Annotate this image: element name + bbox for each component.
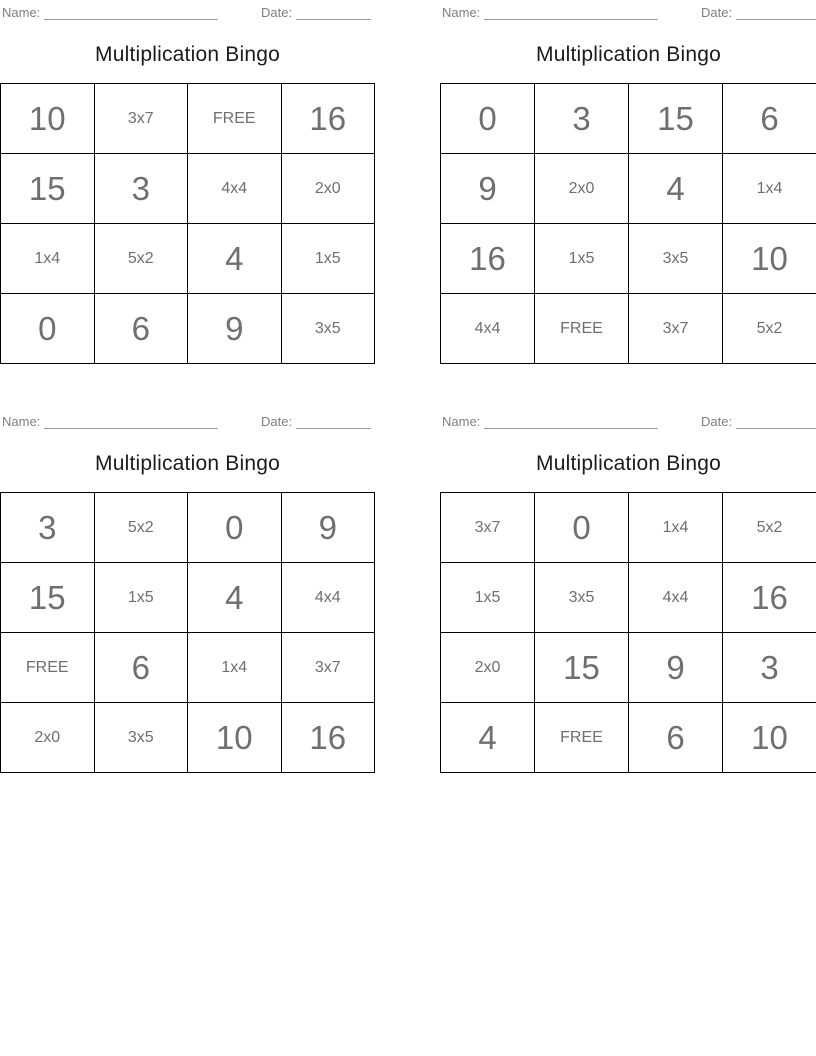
date-label: Date:: [261, 5, 293, 20]
name-blank-line: [44, 19, 218, 20]
name-label: Name:: [442, 414, 481, 429]
name-label: Name:: [2, 414, 41, 429]
date-blank-line: [736, 428, 816, 429]
bingo-card-top-right: [440, 0, 816, 366]
bingo-cell: 3x7: [281, 633, 375, 703]
bingo-cell: 15: [629, 84, 723, 154]
bingo-cell: 4x4: [629, 563, 723, 633]
bingo-row: [1, 633, 375, 703]
bingo-cell: 5x2: [723, 493, 816, 563]
bingo-cell: 3x5: [94, 703, 188, 773]
date-label: Date:: [701, 5, 733, 20]
bingo-cell: 0: [1, 294, 95, 364]
bingo-cell: 3: [723, 633, 816, 703]
bingo-cell: 0: [535, 493, 629, 563]
bingo-cell: FREE: [535, 703, 629, 773]
bingo-cell: 9: [441, 154, 535, 224]
bingo-card-bottom-left: [0, 409, 375, 775]
bingo-cell: 4: [188, 563, 282, 633]
bingo-grid: [0, 83, 375, 364]
card-title: Multiplication Bingo: [536, 43, 721, 66]
bingo-cell: FREE: [1, 633, 95, 703]
bingo-grid: [440, 492, 816, 773]
bingo-cell: 0: [441, 84, 535, 154]
bingo-cell: 16: [441, 224, 535, 294]
bingo-cell: 6: [723, 84, 816, 154]
bingo-cell: 3: [1, 493, 95, 563]
bingo-cell: 4: [441, 703, 535, 773]
bingo-cell: 1x5: [535, 224, 629, 294]
card-title: Multiplication Bingo: [95, 452, 280, 475]
bingo-cell: 3x7: [94, 84, 188, 154]
name-label: Name:: [2, 5, 41, 20]
bingo-cell: 2x0: [441, 633, 535, 703]
bingo-row: [441, 563, 816, 633]
bingo-cell: FREE: [188, 84, 282, 154]
bingo-cell: 3x5: [629, 224, 723, 294]
bingo-row: [441, 294, 816, 364]
bingo-cell: 9: [629, 633, 723, 703]
bingo-cell: FREE: [535, 294, 629, 364]
bingo-grid: [440, 83, 816, 364]
bingo-row: [441, 84, 816, 154]
bingo-cell: 3x7: [441, 493, 535, 563]
bingo-cell: 1x4: [1, 224, 95, 294]
date-label: Date:: [701, 414, 733, 429]
bingo-cell: 3x5: [535, 563, 629, 633]
bingo-row: [1, 154, 375, 224]
bingo-row: [441, 224, 816, 294]
date-blank-line: [736, 19, 816, 20]
bingo-cell: 15: [1, 154, 95, 224]
bingo-row: [1, 493, 375, 563]
bingo-row: [1, 703, 375, 773]
date-blank-line: [296, 428, 371, 429]
card-header: [440, 4, 816, 22]
card-header: [440, 413, 816, 431]
bingo-cell: 9: [188, 294, 282, 364]
bingo-cell: 2x0: [1, 703, 95, 773]
bingo-cell: 3: [94, 154, 188, 224]
bingo-cell: 1x4: [188, 633, 282, 703]
bingo-cell: 1x5: [94, 563, 188, 633]
bingo-row: [441, 633, 816, 703]
bingo-row: [441, 154, 816, 224]
card-header: [0, 413, 375, 431]
bingo-row: [441, 493, 816, 563]
bingo-cell: 16: [281, 84, 375, 154]
bingo-cell: 3: [535, 84, 629, 154]
bingo-cell: 6: [629, 703, 723, 773]
bingo-cell: 4x4: [188, 154, 282, 224]
bingo-cell: 5x2: [723, 294, 816, 364]
bingo-card-top-left: [0, 0, 375, 366]
bingo-grid: [0, 492, 375, 773]
bingo-cell: 3x5: [281, 294, 375, 364]
bingo-cell: 15: [1, 563, 95, 633]
bingo-cell: 4: [629, 154, 723, 224]
bingo-row: [1, 224, 375, 294]
bingo-cell: 1x5: [441, 563, 535, 633]
card-title: Multiplication Bingo: [95, 43, 280, 66]
name-label: Name:: [442, 5, 481, 20]
bingo-cell: 5x2: [94, 224, 188, 294]
bingo-cell: 1x4: [723, 154, 816, 224]
bingo-cell: 15: [535, 633, 629, 703]
date-label: Date:: [261, 414, 293, 429]
date-blank-line: [296, 19, 371, 20]
bingo-cell: 4: [188, 224, 282, 294]
bingo-cell: 3x7: [629, 294, 723, 364]
name-blank-line: [44, 428, 218, 429]
bingo-cell: 10: [723, 224, 816, 294]
bingo-row: [1, 294, 375, 364]
bingo-cell: 1x5: [281, 224, 375, 294]
name-blank-line: [484, 428, 658, 429]
bingo-cell: 6: [94, 294, 188, 364]
name-blank-line: [484, 19, 658, 20]
bingo-cell: 5x2: [94, 493, 188, 563]
card-title: Multiplication Bingo: [536, 452, 721, 475]
bingo-cell: 10: [1, 84, 95, 154]
bingo-row: [1, 563, 375, 633]
bingo-card-bottom-right: [440, 409, 816, 775]
card-header: [0, 4, 375, 22]
bingo-cell: 10: [723, 703, 816, 773]
bingo-row: [1, 84, 375, 154]
bingo-cell: 2x0: [535, 154, 629, 224]
bingo-row: [441, 703, 816, 773]
bingo-cell: 16: [723, 563, 816, 633]
bingo-cell: 6: [94, 633, 188, 703]
bingo-cell: 16: [281, 703, 375, 773]
bingo-cell: 9: [281, 493, 375, 563]
bingo-cell: 0: [188, 493, 282, 563]
bingo-cell: 4x4: [441, 294, 535, 364]
bingo-cell: 1x4: [629, 493, 723, 563]
bingo-cell: 4x4: [281, 563, 375, 633]
bingo-cell: 2x0: [281, 154, 375, 224]
bingo-cell: 10: [188, 703, 282, 773]
